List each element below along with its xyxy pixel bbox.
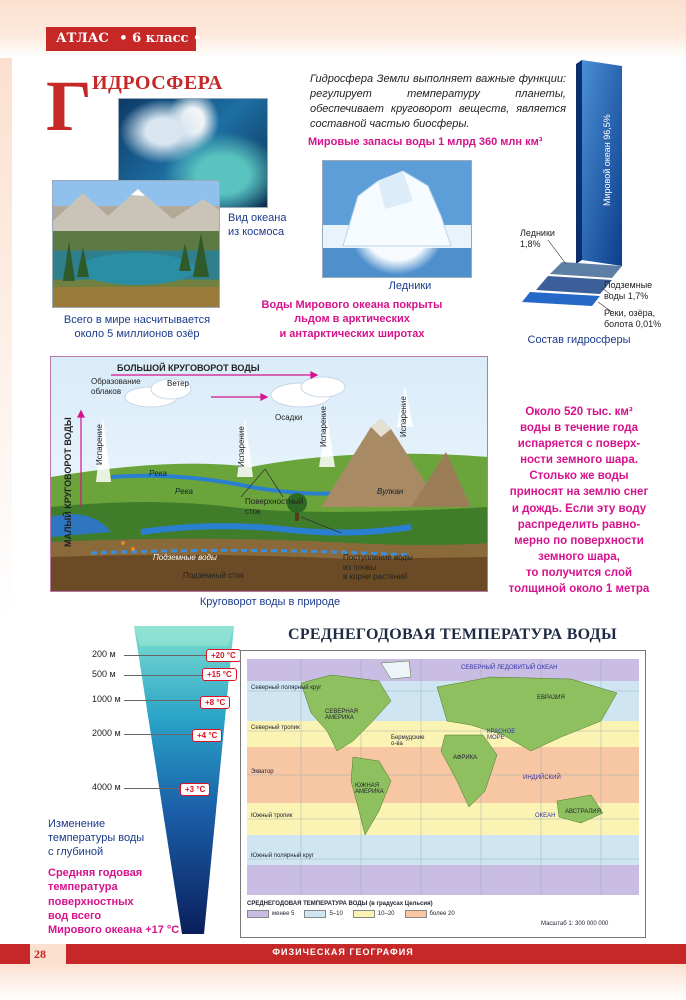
note-line: Столько же воды xyxy=(529,470,629,483)
groundwater-share-label xyxy=(604,280,652,303)
legend-label: 5–10 xyxy=(329,911,343,917)
groundwater-label: Подземные воды xyxy=(153,553,217,562)
depth-line xyxy=(124,788,184,789)
note-line: земного шара, xyxy=(538,550,620,563)
glacier-photo xyxy=(322,160,472,278)
ice-note xyxy=(236,298,468,341)
glacier-caption: Ледники xyxy=(388,280,432,292)
depth-label: 2000 м xyxy=(92,728,121,738)
caption-line: Всего в мире насчитывается xyxy=(63,314,211,326)
caption-line: около 5 миллионов озёр xyxy=(74,327,200,340)
evaporation-label: Испарение xyxy=(237,426,246,467)
legend-item xyxy=(304,910,342,918)
lake-photo-caption xyxy=(40,314,234,342)
note-line: толщиной около 1 метра xyxy=(508,583,650,596)
depth-caption xyxy=(48,818,178,859)
label-line: в корни растений xyxy=(343,572,408,582)
label-line: сток xyxy=(245,506,261,516)
page-number: 28 xyxy=(30,944,66,966)
glaciers-share-label xyxy=(520,228,555,251)
note-line: мерно по поверхности xyxy=(514,534,644,547)
header-tab xyxy=(46,27,202,51)
volcano-label: Вулкан xyxy=(377,487,404,496)
evaporation-note xyxy=(498,404,660,597)
small-cycle-label: МАЛЫЙ КРУГОВОРОТ ВОДЫ xyxy=(63,417,73,547)
label-line: Бермудские xyxy=(391,735,425,741)
note-line: и дождь. Если эту воду xyxy=(511,502,647,515)
arctic-circle-label: Северный полярный круг xyxy=(251,685,322,691)
legend-item xyxy=(247,910,294,918)
label-line: Подземные xyxy=(604,280,653,290)
composition-caption: Состав гидросферы xyxy=(527,334,631,346)
water-cycle-caption: Круговорот воды в природе xyxy=(199,596,341,608)
caption-line: Изменение xyxy=(48,818,106,830)
australia-label: АВСТРАЛИЯ xyxy=(565,809,601,815)
note-line: испаряется с поверх- xyxy=(517,438,641,451)
label-line: из почвы xyxy=(343,562,377,572)
note-line: вод всего xyxy=(48,909,102,922)
reserves-text: Мировые запасы воды 1 млрд 360 млн км³ xyxy=(308,136,543,148)
evaporation-label: Испарение xyxy=(319,406,328,447)
legend-label: более 20 xyxy=(429,911,455,917)
note-line: Средняя годовая xyxy=(48,867,143,879)
legend-swatch xyxy=(405,910,427,918)
caption-line: из космоса xyxy=(228,225,285,238)
page-title: ИДРОСФЕРА xyxy=(92,72,223,94)
glaciers-block xyxy=(550,262,622,278)
tropic-north-label: Северный тропик xyxy=(251,725,300,731)
legend-title: СРЕДНЕГОДОВАЯ ТЕМПЕРАТУРА ВОДЫ (в градусах Цельсия) xyxy=(247,901,433,907)
rivers-block xyxy=(522,292,600,306)
footer-section: ФИЗИЧЕСКАЯ ГЕОГРАФИЯ xyxy=(272,947,414,957)
map-legend xyxy=(247,901,639,918)
iceberg-illustration xyxy=(323,161,472,278)
depth-line xyxy=(124,734,194,735)
title-initial: Г xyxy=(46,66,92,146)
note-line: распределить равно- xyxy=(517,518,641,531)
arctic-ocean-label: СЕВЕРНЫЙ ЛЕДОВИТЫЙ ОКЕАН xyxy=(461,665,558,671)
label-line: Реки, озёра, xyxy=(604,308,656,318)
big-cycle-label: БОЛЬШОЙ КРУГОВОРОТ ВОДЫ xyxy=(117,363,260,373)
label-line: ЮЖНАЯ xyxy=(355,783,380,789)
note-line: то получится слой xyxy=(525,566,633,579)
roots-label xyxy=(343,553,413,582)
note-line: льдом в арктических xyxy=(294,313,410,326)
depth-label: 1000 м xyxy=(92,694,121,704)
tropic-south-label: Южный тропик xyxy=(251,813,293,819)
legend-swatch xyxy=(247,910,269,918)
label-line: КРАСНОЕ xyxy=(487,729,516,735)
legend-label: 10–20 xyxy=(377,911,395,917)
label-line: АМЕРИКА xyxy=(325,715,354,721)
temperature-badge: +15 °C xyxy=(202,668,237,681)
label-line: облаков xyxy=(91,386,122,396)
label-line: Ледники xyxy=(520,228,555,238)
label-line: о-ва xyxy=(391,741,403,747)
note-line: Воды Мирового океана покрыты xyxy=(261,299,443,311)
note-line: Около 520 тыс. км³ xyxy=(525,406,633,418)
depth-label: 4000 м xyxy=(92,782,121,792)
clouds-label xyxy=(91,377,141,396)
label-line: АМЕРИКА xyxy=(355,789,384,795)
note-line: температура xyxy=(48,881,118,894)
antarctic-circle-label: Южный полярный круг xyxy=(251,853,314,859)
depth-line xyxy=(124,700,204,701)
ocean-share-label-wrap xyxy=(600,86,616,206)
note-line: воды в течение года xyxy=(520,422,638,435)
temperature-badge: +20 °C xyxy=(206,649,241,662)
equator-label: Экватор xyxy=(251,769,274,775)
note-line: приносят на землю снег xyxy=(509,486,649,499)
groundwater-block xyxy=(536,276,612,294)
label-line: 1,8% xyxy=(520,239,541,250)
underground-runoff-label: Подземный сток xyxy=(183,571,244,580)
label-line: МОРЕ xyxy=(487,735,505,741)
note-line: ности земного шара. xyxy=(520,454,638,467)
caption-line: Вид океана xyxy=(228,212,287,224)
river-label: Река xyxy=(149,469,167,478)
precipitation-label: Осадки xyxy=(275,413,303,422)
map-title: СРЕДНЕГОДОВАЯ ТЕМПЕРАТУРА ВОДЫ xyxy=(288,626,617,643)
legend-swatch xyxy=(304,910,326,918)
label-line: Образование xyxy=(91,377,141,386)
eurasia-label: ЕВРАЗИЯ xyxy=(537,695,565,701)
atlas-label: АТЛАС xyxy=(56,31,109,46)
caption-line: температуры воды xyxy=(48,831,145,844)
ocean-share-label: Мировой океан 96,5% xyxy=(602,114,612,206)
legend-item xyxy=(405,910,455,918)
water-temperature-map xyxy=(240,650,646,938)
mountain-lake-illustration xyxy=(53,181,220,308)
note-line: поверхностных xyxy=(48,895,134,908)
red-sea-label xyxy=(487,729,515,741)
page-edge-band xyxy=(0,58,12,618)
temperature-badge: +4 °C xyxy=(192,729,222,742)
label-line: воды 1,7% xyxy=(604,291,649,302)
grade-label: • 6 класс • xyxy=(119,31,202,46)
legend-item xyxy=(353,910,395,918)
bermuda-label xyxy=(391,735,424,747)
depth-label: 500 м xyxy=(92,669,116,679)
evaporation-label: Испарение xyxy=(95,424,104,465)
label-line: Поступление воды xyxy=(343,553,413,562)
river-label: Река xyxy=(175,487,193,496)
label-line: СЕВЕРНАЯ xyxy=(325,709,359,715)
legend-label: менее 5 xyxy=(272,911,295,917)
wind-label: Ветер xyxy=(167,379,189,388)
north-america-label xyxy=(325,709,358,721)
surface-runoff-label xyxy=(245,497,303,516)
depth-label: 200 м xyxy=(92,649,116,659)
rivers-share-label xyxy=(604,308,661,331)
label-line: болота 0,01% xyxy=(604,319,662,330)
evaporation-label: Испарение xyxy=(399,396,408,437)
note-line: и антарктических широтах xyxy=(279,327,425,340)
mountain-lake-photo xyxy=(52,180,220,308)
note-line: Мирового океана +17 °C xyxy=(48,924,180,937)
legend-items xyxy=(247,910,639,918)
africa-label: АФРИКА xyxy=(453,755,478,761)
water-cycle-diagram xyxy=(50,356,488,592)
temperature-badge: +3 °C xyxy=(180,783,210,796)
south-america-label xyxy=(355,783,384,795)
ocean-label: ОКЕАН xyxy=(535,813,556,819)
surface-temp-note xyxy=(48,866,198,937)
map-scale: Масштаб 1: 300 000 000 xyxy=(541,921,609,927)
indian-ocean-label: ИНДИЙСКИЙ xyxy=(523,775,561,781)
label-line: Поверхностный xyxy=(245,497,304,506)
temperature-badge: +8 °C xyxy=(200,696,230,709)
caption-line: с глубиной xyxy=(48,845,104,858)
legend-swatch xyxy=(353,910,375,918)
intro-text: Гидросфера Земли выполняет важные функции: регулирует температуру планеты, обеспечивает круговорот веществ, является составной частью биосферы. xyxy=(310,73,566,130)
footer-band xyxy=(0,964,686,1000)
space-photo-caption xyxy=(228,212,298,240)
